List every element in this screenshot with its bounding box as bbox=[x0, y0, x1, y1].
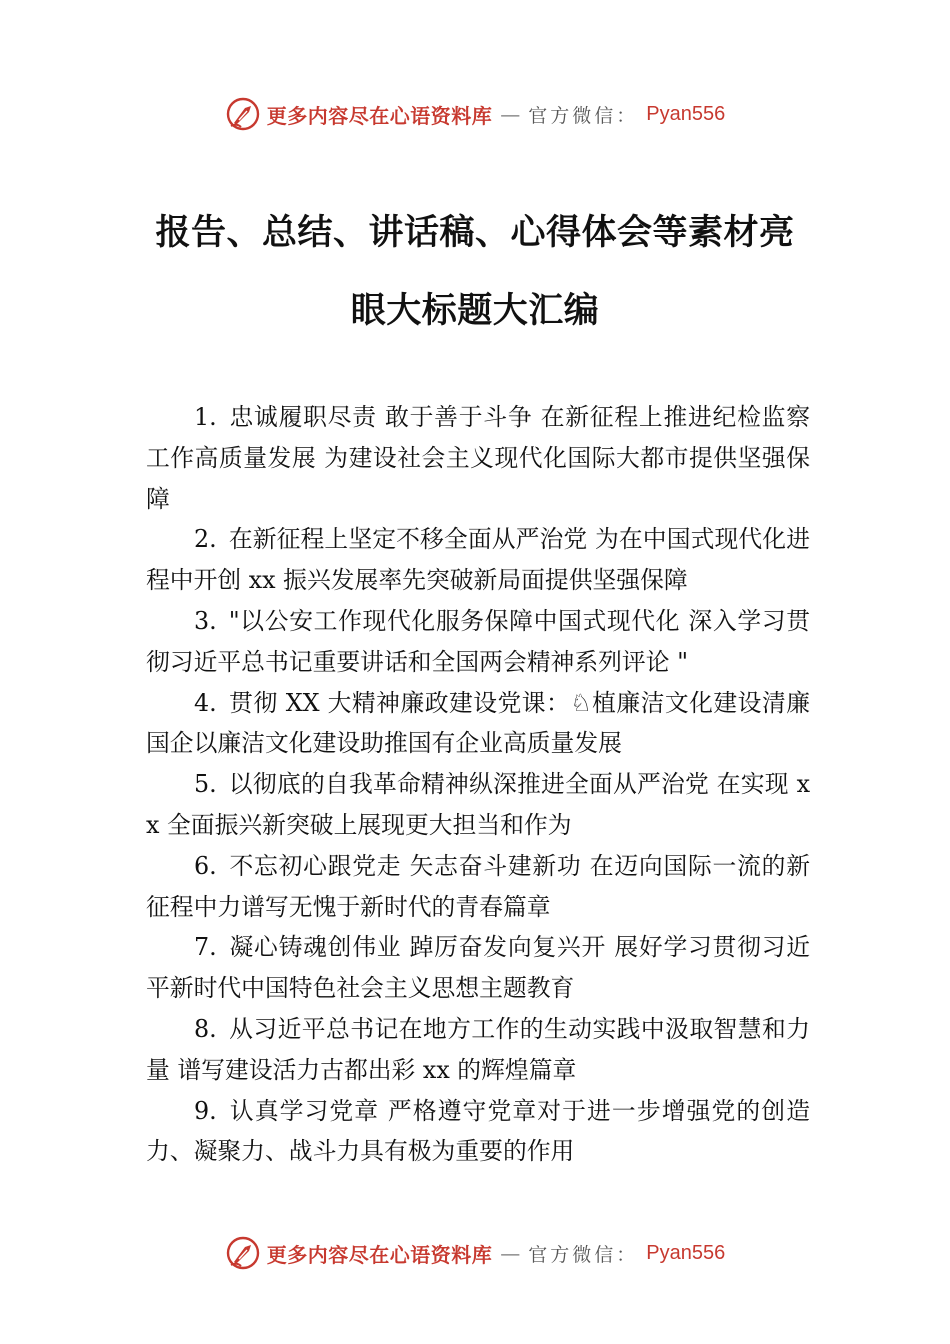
list-item-number: 5. bbox=[194, 770, 217, 799]
watermark-dash: — bbox=[500, 1241, 521, 1265]
watermark-banner-bottom bbox=[0, 1231, 950, 1275]
watermark-text: 更多内容尽在心语资料库 bbox=[266, 103, 493, 128]
watermark-banner-top bbox=[0, 92, 950, 136]
pen-nib-logo-icon bbox=[225, 1235, 261, 1271]
list-item bbox=[146, 1091, 810, 1173]
list-item bbox=[146, 1009, 810, 1091]
list-item-text: 凝心铸魂创伟业 踔厉奋发向复兴开 展好学习贯彻习近平新时代中国特色社会主义思想主题教育 bbox=[146, 933, 810, 1003]
list-item-text: 不忘初心跟党走 矢志奋斗建新功 在迈向国际一流的新征程中力谱写无愧于新时代的青春篇章 bbox=[146, 851, 810, 921]
list-item-number: 8. bbox=[194, 1014, 217, 1043]
watermark-dash: — bbox=[500, 102, 521, 126]
watermark-wechat-id: Pyan556 bbox=[646, 102, 726, 125]
list-item-text: 认真学习党章 严格遵守党章对于进一步增强党的创造力、凝聚力、战斗力具有极为重要的作用 bbox=[146, 1096, 810, 1166]
list-item-text: 从习近平总书记在地方工作的生动实践中汲取智慧和力量 谱写建设活力古都出彩 xx 的辉煌篇章 bbox=[146, 1014, 810, 1084]
watermark-content bbox=[225, 96, 725, 132]
watermark-wechat-label: 官方微信： bbox=[528, 1243, 639, 1266]
list-item-text: 以彻底的自我革命精神纵深推进全面从严治党 在实现 xx 全面振兴新突破上展现更大担当和作为 bbox=[146, 770, 810, 839]
list-item-text: 忠诚履职尽责 敢于善于斗争 在新征程上推进纪检监察工作高质量发展 为建设社会主义现代化国际大都市提供坚强保障 bbox=[146, 403, 810, 513]
list-item-number: 7. bbox=[194, 933, 217, 962]
list-item bbox=[146, 397, 810, 519]
document-title-line-1: 报告、总结、讲话稿、心得体会等素材亮 bbox=[155, 213, 795, 253]
list-item bbox=[146, 927, 810, 1009]
watermark-text: 更多内容尽在心语资料库 bbox=[266, 1242, 493, 1267]
list-item-number: 9. bbox=[194, 1096, 217, 1125]
list-item-text: 贯彻 XX 大精神廉政建设党课：♘植廉洁文化建设清廉国企以廉洁文化建设助推国有企业高质量发展 bbox=[146, 688, 810, 758]
headline-list bbox=[146, 397, 810, 1172]
document-title-line-2: 眼大标题大汇编 bbox=[350, 291, 600, 331]
list-item-number: 4. bbox=[194, 688, 217, 717]
list-item-text: 在新征程上坚定不移全面从严治党 为在中国式现代化进程中开创 xx 振兴发展率先突破新局面提供坚强保障 bbox=[146, 525, 810, 595]
list-item bbox=[146, 846, 810, 928]
list-item-number: 2. bbox=[194, 525, 217, 554]
list-item-number: 1. bbox=[194, 403, 217, 431]
list-item bbox=[146, 683, 810, 765]
list-item bbox=[146, 764, 810, 846]
list-item bbox=[146, 601, 810, 683]
watermark-content bbox=[225, 1235, 725, 1271]
watermark-wechat-label: 官方微信： bbox=[528, 104, 639, 127]
pen-nib-logo-icon bbox=[225, 96, 261, 132]
list-item-text: "以公安工作现代化服务保障中国式现代化 深入学习贯彻习近平总书记重要讲话和全国两会精神系列评论 " bbox=[146, 606, 810, 676]
watermark-wechat-id: Pyan556 bbox=[646, 1241, 726, 1264]
list-item bbox=[146, 519, 810, 601]
list-item-number: 3. bbox=[194, 606, 217, 635]
list-item-number: 6. bbox=[194, 851, 217, 880]
